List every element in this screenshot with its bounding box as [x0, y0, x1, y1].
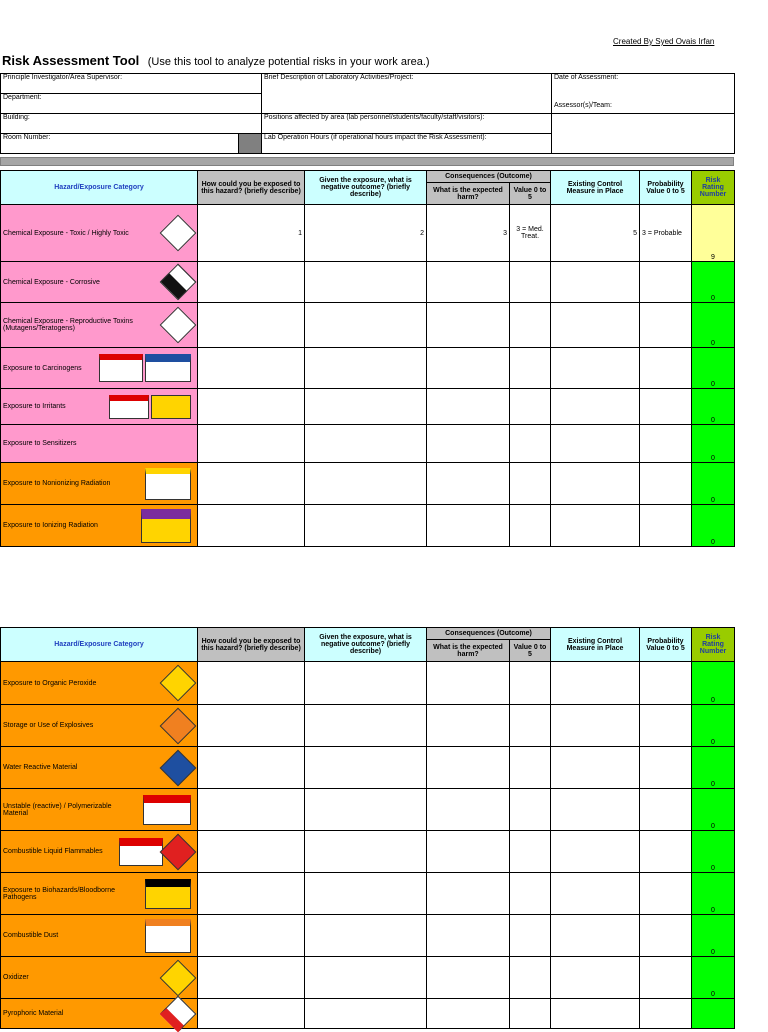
table-row — [1, 999, 735, 1029]
header-expected-harm: What is the expected harm? — [427, 183, 510, 205]
irritant-sign-icon — [109, 395, 191, 419]
outcome-input[interactable] — [305, 999, 427, 1029]
hazard-category-label: Exposure to Nonionizing Radiation — [3, 480, 111, 487]
value-input[interactable] — [510, 915, 551, 957]
hazard-category-cell — [1, 463, 198, 505]
harm-input[interactable] — [427, 873, 510, 915]
danger-caustic-soda-sign-icon — [143, 795, 191, 825]
header-expected-harm: What is the expected harm? — [427, 640, 510, 662]
hazard-category-label: Water Reactive Material — [3, 764, 78, 771]
header-controls: Existing Control Measure in Place — [551, 628, 640, 662]
harm-input[interactable] — [427, 505, 510, 547]
exposure-input[interactable] — [198, 425, 305, 463]
controls-input[interactable] — [551, 831, 640, 873]
value-input[interactable]: 3 = Med. Treat. — [510, 205, 551, 262]
exposure-input[interactable] — [198, 662, 305, 705]
probability-input[interactable]: 3 = Probable — [640, 205, 692, 262]
risk-rating-cell — [692, 999, 735, 1029]
harm-input[interactable] — [427, 425, 510, 463]
hazard-category-label: Chemical Exposure - Corrosive — [3, 278, 100, 286]
room-label: Room Number: — [3, 134, 51, 141]
hazard-category-cell — [1, 662, 198, 705]
hours-field[interactable]: Lab Operation Hours (if operational hours impact the Risk Assessment): — [262, 134, 552, 154]
probability-input[interactable] — [640, 873, 692, 915]
outcome-input[interactable]: 2 — [305, 205, 427, 262]
hazard-category-cell — [1, 348, 198, 389]
probability-input[interactable] — [640, 831, 692, 873]
outcome-input[interactable] — [305, 303, 427, 348]
controls-input[interactable] — [551, 389, 640, 425]
hazard-category-label: Exposure to Sensitizers — [3, 440, 77, 447]
page-subtitle: (Use this tool to analyze potential risks in your work area.) — [147, 56, 430, 68]
harm-input[interactable] — [427, 705, 510, 747]
controls-input[interactable] — [551, 915, 640, 957]
hazard-category-cell — [1, 303, 198, 348]
risk-rating-cell: 0 — [692, 389, 735, 425]
header-probability: Probability Value 0 to 5 — [640, 171, 692, 205]
value-input[interactable] — [510, 348, 551, 389]
table-row — [1, 389, 735, 425]
controls-input[interactable] — [551, 957, 640, 999]
controls-input[interactable] — [551, 662, 640, 705]
outcome-input[interactable] — [305, 789, 427, 831]
hazard-category-label: Exposure to Carcinogens — [3, 364, 82, 372]
hazard-category-cell — [1, 505, 198, 547]
value-input[interactable] — [510, 505, 551, 547]
harm-input[interactable] — [427, 999, 510, 1029]
outcome-input[interactable] — [305, 957, 427, 999]
warning-dust-sign-icon — [145, 919, 191, 953]
exposure-input[interactable] — [198, 831, 305, 873]
risk-rating-cell: 0 — [692, 303, 735, 348]
value-input[interactable] — [510, 389, 551, 425]
title-row — [2, 52, 430, 70]
risk-rating-cell: 0 — [692, 747, 735, 789]
outcome-input[interactable] — [305, 915, 427, 957]
controls-input[interactable] — [551, 262, 640, 303]
risk-rating-cell: 0 — [692, 915, 735, 957]
value-input[interactable] — [510, 873, 551, 915]
hazard-category-label: Exposure to Organic Peroxide — [3, 679, 97, 687]
flammable-diamond-icon — [165, 1001, 191, 1027]
outcome-input[interactable] — [305, 463, 427, 505]
probability-input[interactable] — [640, 915, 692, 957]
controls-input[interactable] — [551, 747, 640, 789]
exposure-input[interactable] — [198, 747, 305, 789]
hazard-category-cell — [1, 262, 198, 303]
exposure-input[interactable] — [198, 957, 305, 999]
header-outcome: Given the exposure, what is negative outcome? (briefly describe) — [305, 171, 427, 205]
header-risk-rating: Risk Rating Number — [692, 628, 735, 662]
hazard-category-label: Oxidizer — [3, 974, 29, 981]
caution-radiation-sign-icon — [141, 509, 191, 543]
table-row — [1, 789, 735, 831]
outcome-input[interactable] — [305, 873, 427, 915]
hazard-category-label: Exposure to Ionizing Radiation — [3, 522, 98, 529]
table-row — [1, 205, 735, 262]
controls-input[interactable] — [551, 425, 640, 463]
exposure-input[interactable] — [198, 262, 305, 303]
harm-input[interactable] — [427, 831, 510, 873]
harm-input[interactable] — [427, 957, 510, 999]
probability-input[interactable] — [640, 389, 692, 425]
harm-input[interactable] — [427, 463, 510, 505]
value-input[interactable] — [510, 789, 551, 831]
controls-input[interactable] — [551, 303, 640, 348]
hazard-category-label: Chemical Exposure - Toxic / Highly Toxic — [3, 229, 129, 237]
risk-rating-cell: 0 — [692, 348, 735, 389]
table-row — [1, 505, 735, 547]
harm-input[interactable]: 3 — [427, 205, 510, 262]
hazard-category-cell — [1, 705, 198, 747]
outcome-input[interactable] — [305, 505, 427, 547]
hazard-category-cell — [1, 205, 198, 262]
probability-input[interactable] — [640, 262, 692, 303]
room-grey-cell — [238, 134, 261, 153]
toxic-diamond-icon — [165, 220, 191, 246]
hazard-category-cell — [1, 915, 198, 957]
controls-input[interactable] — [551, 999, 640, 1029]
exposure-input[interactable] — [198, 389, 305, 425]
controls-input[interactable] — [551, 705, 640, 747]
explosive-diamond-icon — [165, 713, 191, 739]
exposure-input[interactable] — [198, 463, 305, 505]
value-input[interactable] — [510, 463, 551, 505]
hazard-category-cell — [1, 831, 198, 873]
table-row — [1, 957, 735, 999]
building-field[interactable]: Building: — [1, 114, 262, 134]
risk-rating-cell: 0 — [692, 873, 735, 915]
table-row — [1, 831, 735, 873]
assessors-field[interactable] — [552, 102, 735, 154]
hazard-category-cell — [1, 425, 198, 463]
risk-table-1 — [0, 170, 735, 547]
corrosive-diamond-icon — [165, 269, 191, 295]
value-input[interactable] — [510, 303, 551, 348]
controls-input[interactable] — [551, 505, 640, 547]
hazard-category-cell — [1, 389, 198, 425]
outcome-input[interactable] — [305, 747, 427, 789]
harm-input[interactable] — [427, 389, 510, 425]
value-input[interactable] — [510, 705, 551, 747]
caution-biohazard-sign-icon — [145, 879, 191, 909]
brief-description-field[interactable]: Brief Description of Laboratory Activities/Project: — [262, 74, 552, 114]
hazard-category-cell — [1, 873, 198, 915]
value-input[interactable] — [510, 747, 551, 789]
outcome-input[interactable] — [305, 389, 427, 425]
controls-input[interactable] — [551, 789, 640, 831]
outcome-input[interactable] — [305, 262, 427, 303]
probability-input[interactable] — [640, 662, 692, 705]
probability-input[interactable] — [640, 705, 692, 747]
exposure-input[interactable] — [198, 505, 305, 547]
hazard-category-label: Exposure to Irritants — [3, 403, 66, 410]
hazard-category-label: Pyrophoric Material — [3, 1010, 64, 1017]
combustible-sign-icon — [119, 838, 191, 866]
caution-laser-sign-icon — [145, 468, 191, 500]
room-field[interactable] — [1, 134, 262, 154]
table-row — [1, 747, 735, 789]
page-title: Risk Assessment Tool — [2, 53, 140, 68]
risk-rating-cell: 0 — [692, 662, 735, 705]
hazard-category-cell — [1, 957, 198, 999]
risk-rating-cell: 0 — [692, 463, 735, 505]
probability-input[interactable] — [640, 957, 692, 999]
table-row — [1, 915, 735, 957]
outcome-input[interactable] — [305, 831, 427, 873]
risk-rating-cell: 0 — [692, 789, 735, 831]
table-row — [1, 705, 735, 747]
exposure-input[interactable] — [198, 915, 305, 957]
risk-rating-cell: 9 — [692, 205, 735, 262]
header-risk-rating: Risk Rating Number — [692, 171, 735, 205]
risk-rating-cell: 0 — [692, 957, 735, 999]
controls-input[interactable] — [551, 873, 640, 915]
risk-rating-cell: 0 — [692, 831, 735, 873]
outcome-input[interactable] — [305, 348, 427, 389]
header-exposure-route: How could you be exposed to this hazard? (briefly describe) — [198, 628, 305, 662]
harm-input[interactable] — [427, 348, 510, 389]
harm-input[interactable] — [427, 915, 510, 957]
pi-field[interactable]: Principle Investigator/Area Supervisor: — [1, 74, 262, 94]
outcome-input[interactable] — [305, 705, 427, 747]
exposure-input[interactable] — [198, 705, 305, 747]
harm-input[interactable] — [427, 662, 510, 705]
value-input[interactable] — [510, 999, 551, 1029]
hazard-category-cell — [1, 747, 198, 789]
risk-rating-cell: 0 — [692, 425, 735, 463]
harm-input[interactable] — [427, 303, 510, 348]
probability-input[interactable] — [640, 348, 692, 389]
table-row — [1, 262, 735, 303]
outcome-input[interactable] — [305, 425, 427, 463]
positions-field[interactable]: Positions affected by area (lab personnel/students/faculty/staff/visitors): — [262, 114, 552, 134]
hazard-category-label: Exposure to Biohazards/Bloodborne Pathogens — [3, 886, 116, 901]
date-field[interactable]: Date of Assessment: — [552, 74, 735, 114]
hazard-category-cell — [1, 999, 198, 1029]
header-probability: Probability Value 0 to 5 — [640, 628, 692, 662]
dangerous-when-wet-diamond-icon — [165, 755, 191, 781]
risk-rating-cell: 0 — [692, 262, 735, 303]
controls-input[interactable] — [551, 463, 640, 505]
danger-notice-sign-icon — [99, 354, 191, 382]
value-input[interactable] — [510, 662, 551, 705]
harm-input[interactable] — [427, 747, 510, 789]
hazard-category-label: Storage or Use of Explosives — [3, 722, 94, 729]
value-input[interactable] — [510, 262, 551, 303]
controls-input[interactable]: 5 — [551, 205, 640, 262]
header-value: Value 0 to 5 — [510, 640, 551, 662]
header-category: Hazard/Exposure Category — [1, 171, 198, 205]
probability-input[interactable] — [640, 303, 692, 348]
risk-rating-cell: 0 — [692, 505, 735, 547]
hazard-category-label: Chemical Exposure - Reproductive Toxins (Mutagens/Teratogens) — [3, 318, 133, 332]
risk-table-2 — [0, 627, 735, 1029]
separator-band — [0, 157, 734, 166]
exposure-input[interactable] — [198, 348, 305, 389]
value-input[interactable] — [510, 425, 551, 463]
probability-input[interactable] — [640, 747, 692, 789]
assessors-label: Assessor(s)/Team: — [554, 102, 612, 109]
assessment-info-table — [0, 73, 735, 154]
probability-input[interactable] — [640, 999, 692, 1029]
exposure-input[interactable] — [198, 873, 305, 915]
value-input[interactable] — [510, 831, 551, 873]
probability-input[interactable] — [640, 789, 692, 831]
hazard-category-label: Unstable (reactive) / Polymerizable Material — [3, 802, 112, 817]
probability-input[interactable] — [640, 425, 692, 463]
header-category: Hazard/Exposure Category — [1, 628, 198, 662]
oxidizer-diamond-icon — [165, 965, 191, 991]
toxic-diamond-icon — [165, 312, 191, 338]
risk-rating-cell: 0 — [692, 705, 735, 747]
hazard-category-label: Combustible Liquid Flammables — [3, 848, 103, 855]
header-controls: Existing Control Measure in Place — [551, 171, 640, 205]
hazard-category-label: Combustible Dust — [3, 932, 59, 939]
exposure-input[interactable] — [198, 789, 305, 831]
table-row — [1, 662, 735, 705]
exposure-input[interactable]: 1 — [198, 205, 305, 262]
author-credit: Created By Syed Ovais Irfan — [613, 37, 715, 46]
header-consequences: Consequences (Outcome) — [427, 628, 551, 640]
table-row — [1, 425, 735, 463]
header-consequences: Consequences (Outcome) — [427, 171, 551, 183]
header-exposure-route: How could you be exposed to this hazard? (briefly describe) — [198, 171, 305, 205]
probability-input[interactable] — [640, 505, 692, 547]
value-input[interactable] — [510, 957, 551, 999]
header-outcome: Given the exposure, what is negative outcome? (briefly describe) — [305, 628, 427, 662]
department-field[interactable]: Department: — [1, 94, 262, 114]
outcome-input[interactable] — [305, 662, 427, 705]
table-row — [1, 303, 735, 348]
controls-input[interactable] — [551, 348, 640, 389]
header-value: Value 0 to 5 — [510, 183, 551, 205]
probability-input[interactable] — [640, 463, 692, 505]
table-row — [1, 348, 735, 389]
table-row — [1, 463, 735, 505]
hazard-category-cell — [1, 789, 198, 831]
table-row — [1, 873, 735, 915]
organic-peroxide-diamond-icon — [165, 670, 191, 696]
harm-input[interactable] — [427, 262, 510, 303]
exposure-input[interactable] — [198, 303, 305, 348]
exposure-input[interactable] — [198, 999, 305, 1029]
harm-input[interactable] — [427, 789, 510, 831]
